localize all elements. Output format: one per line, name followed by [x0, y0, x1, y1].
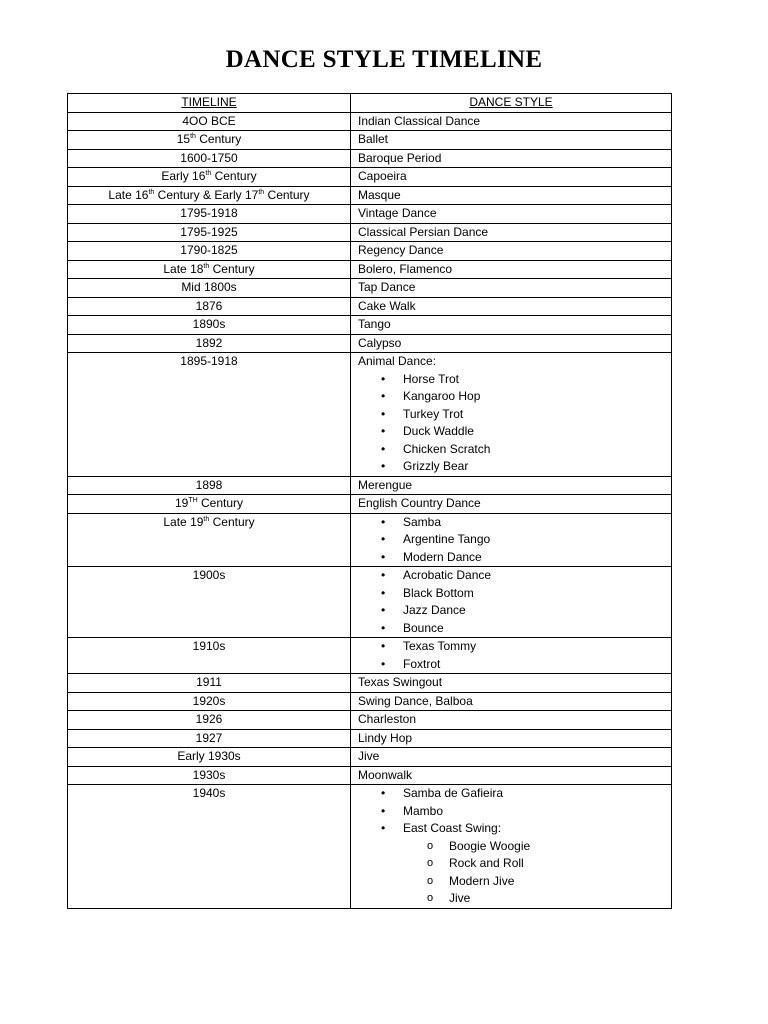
timeline-text: Late 19 [163, 514, 204, 529]
list-item: • Foxtrot [358, 656, 664, 674]
timeline-cell: 1890s [68, 316, 351, 335]
list-item: • Modern Dance [358, 549, 664, 567]
timeline-cell: 1795-1918 [68, 205, 351, 224]
table-row [68, 711, 672, 730]
table-row [68, 168, 672, 187]
ordinal-suffix: th [203, 515, 210, 523]
table-row [68, 353, 672, 477]
list-item: • Grizzly Bear [358, 458, 664, 476]
dance-style-cell: Baroque Period [351, 149, 672, 168]
timeline-text: Century [195, 132, 242, 146]
list-item: • Samba [358, 514, 664, 532]
timeline-cell: 1940s [68, 785, 351, 909]
timeline-cell: 1927 [68, 729, 351, 748]
dance-style-cell: Jive [351, 748, 672, 767]
dance-style-cell: Charleston [351, 711, 672, 730]
dance-style-cell: Tap Dance [351, 279, 672, 298]
table-row [68, 748, 672, 767]
list-item: • Turkey Trot [358, 406, 664, 424]
list-subitem: o Rock and Roll [358, 855, 664, 873]
dance-style-sublist [358, 838, 664, 908]
list-item: • Jazz Dance [358, 602, 664, 620]
timeline-text: Century [209, 514, 255, 529]
dance-style-heading: Animal Dance: [358, 354, 437, 368]
dance-style-cell [351, 567, 672, 638]
dance-style-list [358, 785, 664, 838]
list-item: • Horse Trot [358, 371, 664, 389]
dance-style-cell: Swing Dance, Balboa [351, 692, 672, 711]
table-row [68, 674, 672, 693]
list-item: • Chicken Scratch [358, 441, 664, 459]
table-row [68, 495, 672, 514]
dance-style-cell: Ballet [351, 131, 672, 150]
dance-style-cell: Bolero, Flamenco [351, 260, 672, 279]
timeline-cell: Mid 1800s [68, 279, 351, 298]
timeline-text: Century & Early 17 [154, 187, 259, 202]
dance-style-cell: Indian Classical Dance [351, 112, 672, 131]
dance-style-cell: Capoeira [351, 168, 672, 187]
timeline-text: Early 16 [161, 169, 206, 183]
timeline-text: 19 [174, 496, 189, 510]
dance-style-cell [351, 638, 672, 674]
ordinal-suffix: th [205, 170, 212, 177]
table-row [68, 223, 672, 242]
timeline-cell: 1895-1918 [68, 353, 351, 477]
timeline-cell: 1930s [68, 766, 351, 785]
list-subitem: o Boogie Woogie [358, 838, 664, 856]
timeline-cell: 1920s [68, 692, 351, 711]
list-item: • Black Bottom [358, 585, 664, 603]
table-row [68, 205, 672, 224]
list-item: • Samba de Gafieira [358, 785, 664, 803]
table-row [68, 638, 672, 674]
list-item: • Duck Waddle [358, 423, 664, 441]
table-row [68, 131, 672, 150]
list-item: • Kangaroo Hop [358, 388, 664, 406]
dance-style-list [358, 567, 664, 637]
table-row [68, 260, 672, 279]
table-row [68, 242, 672, 261]
dance-style-cell [351, 785, 672, 909]
dance-style-list [358, 371, 664, 476]
dance-style-cell: Texas Swingout [351, 674, 672, 693]
dance-style-cell: Cake Walk [351, 297, 672, 316]
dance-timeline-table [67, 93, 672, 909]
table-header-row [68, 94, 672, 113]
timeline-text: Century [211, 169, 257, 183]
ordinal-suffix: th [148, 188, 155, 196]
dance-style-cell: Regency Dance [351, 242, 672, 261]
list-item: • Argentine Tango [358, 531, 664, 549]
table-row [68, 729, 672, 748]
dance-style-cell [351, 513, 672, 567]
timeline-text: Century [197, 496, 244, 510]
list-subitem: o Jive [358, 890, 664, 908]
dance-style-cell: Masque [351, 186, 672, 205]
timeline-cell: 1926 [68, 711, 351, 730]
timeline-cell: 1876 [68, 297, 351, 316]
timeline-text: Late 16 [108, 187, 149, 202]
timeline-cell: 1795-1925 [68, 223, 351, 242]
timeline-cell: 1900s [68, 567, 351, 638]
timeline-cell: 1790-1825 [68, 242, 351, 261]
dance-style-column-header: DANCE STYLE [351, 94, 672, 113]
dance-style-cell: Merengue [351, 476, 672, 495]
timeline-cell: 1910s [68, 638, 351, 674]
list-item: • Bounce [358, 620, 664, 638]
table-row [68, 297, 672, 316]
timeline-cell [68, 186, 351, 205]
dance-style-cell: Tango [351, 316, 672, 335]
timeline-cell: 1898 [68, 476, 351, 495]
dance-style-cell: Calypso [351, 334, 672, 353]
document-title: DANCE STYLE TIMELINE [225, 46, 543, 73]
list-subitem: o Modern Jive [358, 873, 664, 891]
timeline-cell: 1911 [68, 674, 351, 693]
timeline-cell [68, 131, 351, 150]
timeline-text: Century [264, 187, 310, 202]
timeline-cell [68, 513, 351, 567]
ordinal-suffix: TH [188, 497, 198, 504]
timeline-cell [68, 168, 351, 187]
timeline-cell: 4OO BCE [68, 112, 351, 131]
timeline-cell [68, 495, 351, 514]
table-row [68, 186, 672, 205]
dance-style-cell [351, 353, 672, 477]
timeline-cell: 1892 [68, 334, 351, 353]
dance-style-cell: Lindy Hop [351, 729, 672, 748]
timeline-cell: Early 1930s [68, 748, 351, 767]
dance-style-cell: English Country Dance [351, 495, 672, 514]
table-row [68, 279, 672, 298]
table-row [68, 692, 672, 711]
timeline-cell [68, 260, 351, 279]
ordinal-suffix: th [258, 188, 265, 196]
table-row [68, 513, 672, 567]
dance-style-cell: Moonwalk [351, 766, 672, 785]
timeline-text: Late 18 [163, 261, 204, 276]
dance-style-list [358, 514, 664, 567]
dance-style-cell: Classical Persian Dance [351, 223, 672, 242]
table-row [68, 316, 672, 335]
table-row [68, 149, 672, 168]
list-item: • Mambo [358, 803, 664, 821]
list-item: • East Coast Swing: [358, 820, 664, 838]
ordinal-suffix: th [190, 133, 196, 140]
table-row [68, 785, 672, 909]
timeline-cell: 1600-1750 [68, 149, 351, 168]
timeline-text: 15 [176, 132, 191, 146]
list-item: • Texas Tommy [358, 638, 664, 656]
list-item: • Acrobatic Dance [358, 567, 664, 585]
table-row [68, 476, 672, 495]
table-row [68, 766, 672, 785]
ordinal-suffix: th [203, 262, 210, 270]
table-row [68, 334, 672, 353]
table-row [68, 112, 672, 131]
timeline-text: Century [209, 261, 255, 276]
table-row [68, 567, 672, 638]
timeline-column-header: TIMELINE [68, 94, 351, 113]
dance-style-list [358, 638, 664, 673]
dance-style-cell: Vintage Dance [351, 205, 672, 224]
